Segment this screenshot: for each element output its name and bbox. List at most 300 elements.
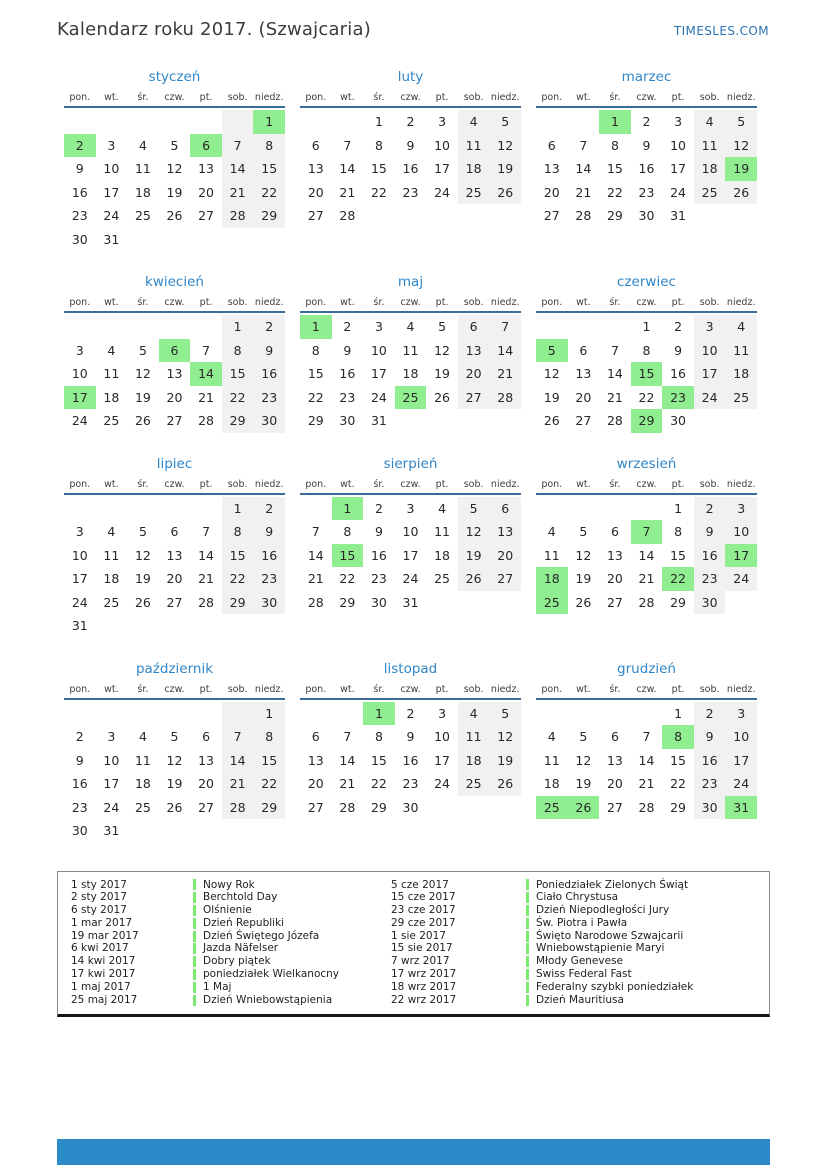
day-cell: 18 [543, 776, 560, 792]
day-cell: 2 [642, 114, 651, 130]
day-cell: 31 [670, 208, 687, 224]
day-cell: 16 [71, 184, 88, 200]
weekend-day-cell: 18 [694, 157, 726, 181]
month-title[interactable]: październik [135, 660, 214, 677]
holiday-day-cell: 26 [568, 796, 600, 820]
weekend-day-cell: 22 [222, 386, 254, 410]
day-cell: 28 [198, 594, 215, 610]
weekday-label: czw. [164, 92, 185, 103]
empty-cell [300, 110, 332, 134]
month-6 [536, 274, 757, 433]
empty-cell [568, 497, 600, 521]
weekend-day-cell: 8 [253, 725, 285, 749]
day-cell: 6 [610, 524, 619, 540]
day-cell: 12 [434, 342, 451, 358]
weekend-day-cell: 25 [458, 181, 490, 205]
day-cell: 14 [198, 547, 215, 563]
legend-date: 18 wrz 2017 [391, 980, 457, 993]
day-cell: 28 [606, 413, 623, 429]
day-cell: 14 [638, 547, 655, 563]
weekday-label: sob. [699, 683, 720, 695]
weekday-label: pon. [541, 92, 563, 103]
empty-cell [458, 409, 490, 433]
day-cell: 3 [75, 524, 84, 540]
empty-cell [458, 591, 490, 615]
day-cell: 21 [606, 389, 623, 405]
months-grid [0, 40, 827, 843]
month-title[interactable]: czerwiec [617, 274, 676, 290]
month-title[interactable]: sierpień [383, 455, 438, 472]
empty-cell [222, 228, 254, 252]
weekend-day-cell: 8 [222, 339, 254, 363]
legend-holiday-name [193, 994, 391, 1007]
weekend-day-cell: 18 [458, 157, 490, 181]
weekday-header-row [536, 684, 757, 700]
empty-cell [190, 228, 222, 252]
weekday-label: niedz. [490, 683, 520, 695]
weekday-label: pon. [541, 478, 563, 490]
day-cell: 16 [370, 547, 387, 563]
weekday-label: czw. [164, 297, 185, 308]
day-cell: 18 [103, 571, 120, 587]
empty-cell [127, 702, 159, 726]
day-cell: 28 [339, 799, 356, 815]
holiday-marker-icon [193, 969, 196, 980]
month-title[interactable]: luty [397, 69, 424, 85]
day-cell: 2 [374, 500, 383, 516]
day-cell: 12 [134, 547, 151, 563]
empty-cell [127, 614, 159, 638]
weekday-label: pt. [199, 92, 213, 103]
day-cell: 6 [311, 137, 320, 153]
day-cell: 7 [202, 342, 211, 358]
holiday-marker-icon [193, 918, 196, 929]
weekday-label: śr. [373, 92, 385, 103]
holiday-day-cell: 14 [190, 362, 222, 386]
day-cell: 8 [374, 137, 383, 153]
legend-holiday-name [526, 891, 759, 904]
day-cell: 21 [339, 776, 356, 792]
empty-cell [631, 497, 663, 521]
day-cell: 8 [674, 524, 683, 540]
empty-cell [631, 702, 663, 726]
days-grid [64, 702, 285, 843]
holiday-marker-icon [526, 879, 529, 890]
day-cell: 12 [134, 366, 151, 382]
empty-cell [159, 702, 191, 726]
legend-holiday-label: Federalny szybki poniedziałek [536, 980, 694, 993]
day-cell: 30 [670, 413, 687, 429]
legend-holiday-name [526, 981, 759, 994]
legend-date: 1 sie 2017 [391, 929, 446, 942]
weekend-day-cell: 16 [694, 544, 726, 568]
holiday-marker-icon [193, 931, 196, 942]
day-cell: 25 [134, 208, 151, 224]
weekday-header-row [64, 297, 285, 313]
weekday-label: wt. [104, 297, 119, 308]
weekday-label: wt. [104, 92, 119, 103]
day-cell: 27 [543, 208, 560, 224]
weekend-day-cell: 29 [222, 591, 254, 615]
month-title[interactable]: kwiecień [145, 274, 204, 290]
day-cell: 11 [434, 524, 451, 540]
month-12 [536, 661, 757, 820]
day-cell: 10 [402, 524, 419, 540]
day-cell: 29 [670, 594, 687, 610]
empty-cell [96, 614, 128, 638]
day-cell: 23 [71, 208, 88, 224]
empty-cell [332, 702, 364, 726]
weekday-label: wt. [340, 683, 355, 695]
day-cell: 24 [670, 184, 687, 200]
holiday-day-cell: 25 [536, 591, 568, 615]
page-header [0, 0, 827, 40]
holiday-day-cell: 1 [332, 497, 364, 521]
empty-cell [253, 819, 285, 843]
day-cell: 27 [166, 594, 183, 610]
day-cell: 23 [638, 184, 655, 200]
day-cell: 6 [202, 729, 211, 745]
legend-date: 22 wrz 2017 [391, 993, 457, 1006]
day-cell: 20 [166, 571, 183, 587]
day-cell: 2 [343, 319, 352, 335]
day-cell: 16 [638, 161, 655, 177]
weekend-day-cell: 9 [253, 520, 285, 544]
legend-holiday-label: Dzień Republiki [203, 916, 285, 929]
weekday-label: sob. [699, 297, 720, 308]
month-1 [64, 69, 285, 251]
holiday-day-cell: 17 [64, 386, 96, 410]
day-cell: 13 [307, 161, 324, 177]
weekday-label: sob. [227, 683, 248, 695]
day-cell: 4 [547, 524, 556, 540]
day-cell: 10 [434, 729, 451, 745]
month-11 [300, 661, 521, 820]
weekend-day-cell: 16 [694, 749, 726, 773]
weekday-label: sob. [463, 478, 484, 490]
empty-cell [536, 702, 568, 726]
day-cell: 5 [138, 342, 147, 358]
weekday-header-row [64, 684, 285, 700]
day-cell: 11 [543, 752, 560, 768]
legend-date: 19 mar 2017 [71, 929, 139, 942]
day-cell: 29 [339, 594, 356, 610]
weekend-day-cell: 25 [458, 772, 490, 796]
day-cell: 11 [103, 366, 120, 382]
day-cell: 25 [434, 571, 451, 587]
month-title[interactable]: maj [397, 274, 424, 290]
weekday-label: pon. [305, 478, 327, 490]
weekend-day-cell: 25 [725, 386, 757, 410]
empty-cell [190, 614, 222, 638]
day-cell: 30 [339, 413, 356, 429]
weekday-label: pon. [305, 92, 327, 103]
weekend-day-cell: 7 [489, 315, 521, 339]
weekday-label: czw. [636, 297, 657, 308]
day-cell: 13 [543, 161, 560, 177]
day-cell: 8 [610, 137, 619, 153]
weekday-label: pt. [671, 683, 685, 695]
weekend-day-cell: 15 [222, 362, 254, 386]
legend-holiday-name [526, 904, 759, 917]
empty-cell [489, 591, 521, 615]
weekend-day-cell: 10 [725, 520, 757, 544]
weekday-label: śr. [373, 478, 385, 490]
weekday-label: sob. [227, 297, 248, 308]
empty-cell [599, 315, 631, 339]
weekend-day-cell: 19 [489, 749, 521, 773]
month-title[interactable]: marzec [621, 69, 672, 85]
legend-holiday-name [526, 968, 759, 981]
legend-holiday-label: Olśnienie [203, 904, 252, 917]
day-cell: 14 [606, 366, 623, 382]
day-cell: 28 [638, 799, 655, 815]
weekend-day-cell: 5 [489, 702, 521, 726]
day-cell: 20 [575, 389, 592, 405]
legend-holiday-name [526, 917, 759, 930]
day-cell: 16 [670, 366, 687, 382]
day-cell: 26 [543, 413, 560, 429]
day-cell: 10 [670, 137, 687, 153]
day-cell: 24 [402, 571, 419, 587]
day-cell: 31 [103, 231, 120, 247]
empty-cell [159, 497, 191, 521]
weekday-label: niedz. [254, 297, 284, 308]
days-grid [300, 497, 521, 615]
day-cell: 13 [606, 547, 623, 563]
day-cell: 12 [166, 161, 183, 177]
holiday-day-cell: 15 [631, 362, 663, 386]
weekday-label: wt. [576, 478, 591, 490]
day-cell: 21 [198, 571, 215, 587]
weekday-label: pt. [435, 683, 449, 695]
legend-holiday-label: Berchtold Day [203, 891, 278, 904]
weekday-label: niedz. [254, 683, 284, 695]
legend-holiday-label: Ciało Chrystusa [536, 891, 619, 904]
day-cell: 1 [674, 705, 683, 721]
weekday-label: niedz. [490, 297, 520, 308]
legend-holiday-label: Młody Genevese [536, 955, 623, 968]
weekday-header-row [300, 479, 521, 495]
weekday-header-row [300, 92, 521, 108]
legend-date: 2 sty 2017 [71, 891, 127, 904]
day-cell: 19 [134, 389, 151, 405]
legend-date: 1 maj 2017 [71, 980, 131, 993]
legend-holiday-name [193, 917, 391, 930]
empty-cell [64, 497, 96, 521]
empty-cell [568, 702, 600, 726]
day-cell: 18 [134, 776, 151, 792]
legend-holiday-name [193, 930, 391, 943]
day-cell: 10 [103, 752, 120, 768]
empty-cell [159, 228, 191, 252]
weekday-label: sob. [699, 92, 720, 103]
legend-date: 1 mar 2017 [71, 916, 133, 929]
day-cell: 23 [370, 571, 387, 587]
legend-date: 6 sty 2017 [71, 904, 127, 917]
day-cell: 9 [343, 342, 352, 358]
weekend-day-cell: 8 [253, 134, 285, 158]
empty-cell [159, 315, 191, 339]
weekday-label: czw. [400, 478, 421, 490]
day-cell: 14 [638, 752, 655, 768]
day-cell: 4 [107, 342, 116, 358]
day-cell: 9 [642, 137, 651, 153]
site-link[interactable]: TIMESLES.COM [673, 24, 769, 38]
empty-cell [222, 819, 254, 843]
days-grid [300, 110, 521, 228]
weekend-day-cell: 4 [458, 110, 490, 134]
weekday-label: niedz. [726, 297, 756, 308]
month-title[interactable]: styczeń [148, 69, 201, 85]
day-cell: 21 [638, 776, 655, 792]
empty-cell [159, 819, 191, 843]
weekday-label: wt. [340, 92, 355, 103]
day-cell: 29 [370, 799, 387, 815]
day-cell: 5 [579, 524, 588, 540]
weekday-label: śr. [609, 92, 621, 103]
weekend-day-cell: 20 [458, 362, 490, 386]
day-cell: 2 [75, 729, 84, 745]
weekday-label: śr. [137, 92, 149, 103]
day-cell: 21 [339, 184, 356, 200]
day-cell: 3 [75, 342, 84, 358]
legend-holiday-label: Dzień Wniebowstąpienia [203, 993, 333, 1006]
day-cell: 27 [198, 799, 215, 815]
weekend-day-cell: 29 [222, 409, 254, 433]
month-10 [64, 661, 285, 843]
holiday-day-cell: 1 [253, 110, 285, 134]
day-cell: 27 [606, 594, 623, 610]
holiday-marker-icon [526, 918, 529, 929]
empty-cell [458, 796, 490, 820]
weekend-day-cell: 23 [694, 567, 726, 591]
weekend-day-cell: 30 [253, 409, 285, 433]
legend-holiday-label: 1 Maj [203, 980, 232, 993]
day-cell: 26 [134, 594, 151, 610]
day-cell: 15 [670, 547, 687, 563]
month-9 [536, 456, 757, 615]
day-cell: 4 [406, 319, 415, 335]
weekday-label: wt. [104, 683, 119, 695]
weekend-day-cell: 11 [694, 134, 726, 158]
day-cell: 17 [103, 776, 120, 792]
legend-date: 15 cze 2017 [391, 891, 456, 904]
weekend-day-cell: 22 [222, 567, 254, 591]
day-cell: 12 [166, 752, 183, 768]
empty-cell [64, 110, 96, 134]
holiday-marker-icon [193, 892, 196, 903]
legend-holiday-label: Swiss Federal Fast [536, 968, 632, 981]
day-cell: 23 [402, 776, 419, 792]
day-cell: 21 [198, 389, 215, 405]
day-cell: 21 [638, 571, 655, 587]
weekend-day-cell: 20 [489, 544, 521, 568]
day-cell: 20 [606, 571, 623, 587]
day-cell: 24 [71, 413, 88, 429]
day-cell: 25 [103, 413, 120, 429]
month-title[interactable]: lipiec [156, 455, 193, 472]
legend-holiday-name [193, 968, 391, 981]
legend-date: 14 kwi 2017 [71, 955, 136, 968]
holiday-marker-icon [526, 982, 529, 993]
empty-cell [190, 110, 222, 134]
weekday-label: wt. [576, 683, 591, 695]
empty-cell [300, 702, 332, 726]
empty-cell [96, 315, 128, 339]
month-title[interactable]: wrzesień [616, 455, 677, 472]
day-cell: 6 [170, 524, 179, 540]
legend-holiday-label: Dzień Świętego Józefa [203, 929, 320, 942]
day-cell: 16 [71, 776, 88, 792]
day-cell: 29 [606, 208, 623, 224]
legend-holiday-name [526, 994, 759, 1007]
day-cell: 22 [638, 389, 655, 405]
day-cell: 13 [166, 547, 183, 563]
holiday-day-cell: 6 [190, 134, 222, 158]
day-cell: 27 [307, 208, 324, 224]
day-cell: 13 [166, 366, 183, 382]
day-cell: 1 [674, 500, 683, 516]
day-cell: 7 [202, 524, 211, 540]
weekday-label: czw. [636, 92, 657, 103]
day-cell: 21 [575, 184, 592, 200]
day-cell: 9 [406, 137, 415, 153]
legend-holiday-name [193, 942, 391, 955]
weekday-label: sob. [463, 297, 484, 308]
day-cell: 24 [103, 208, 120, 224]
day-cell: 7 [579, 137, 588, 153]
weekend-day-cell: 6 [489, 497, 521, 521]
weekday-label: niedz. [726, 92, 756, 103]
empty-cell [96, 110, 128, 134]
day-cell: 6 [311, 729, 320, 745]
weekend-day-cell: 14 [222, 749, 254, 773]
holiday-day-cell: 1 [599, 110, 631, 134]
legend-holiday-label: Dzień Niepodległości Jury [536, 904, 670, 917]
holiday-day-cell: 18 [536, 567, 568, 591]
day-cell: 12 [575, 752, 592, 768]
day-cell: 13 [307, 752, 324, 768]
weekday-label: wt. [576, 92, 591, 103]
month-title[interactable]: grudzień [617, 660, 676, 677]
empty-cell [568, 110, 600, 134]
holiday-marker-icon [193, 956, 196, 967]
holiday-marker-icon [526, 931, 529, 942]
day-cell: 18 [434, 547, 451, 563]
legend-date: 6 kwi 2017 [71, 942, 129, 955]
weekend-day-cell: 24 [725, 772, 757, 796]
weekday-header-row [536, 92, 757, 108]
day-cell: 18 [103, 389, 120, 405]
holiday-day-cell: 22 [662, 567, 694, 591]
day-cell: 19 [575, 776, 592, 792]
day-cell: 17 [670, 161, 687, 177]
day-cell: 30 [71, 231, 88, 247]
day-cell: 25 [134, 799, 151, 815]
weekend-day-cell: 13 [489, 520, 521, 544]
month-title[interactable]: listopad [383, 660, 438, 677]
empty-cell [222, 110, 254, 134]
day-cell: 12 [575, 547, 592, 563]
holiday-marker-icon [526, 943, 529, 954]
day-cell: 15 [370, 161, 387, 177]
day-cell: 7 [311, 524, 320, 540]
weekday-label: czw. [164, 683, 185, 695]
day-cell: 26 [575, 594, 592, 610]
legend-holiday-name [526, 930, 759, 943]
weekday-label: śr. [137, 478, 149, 490]
